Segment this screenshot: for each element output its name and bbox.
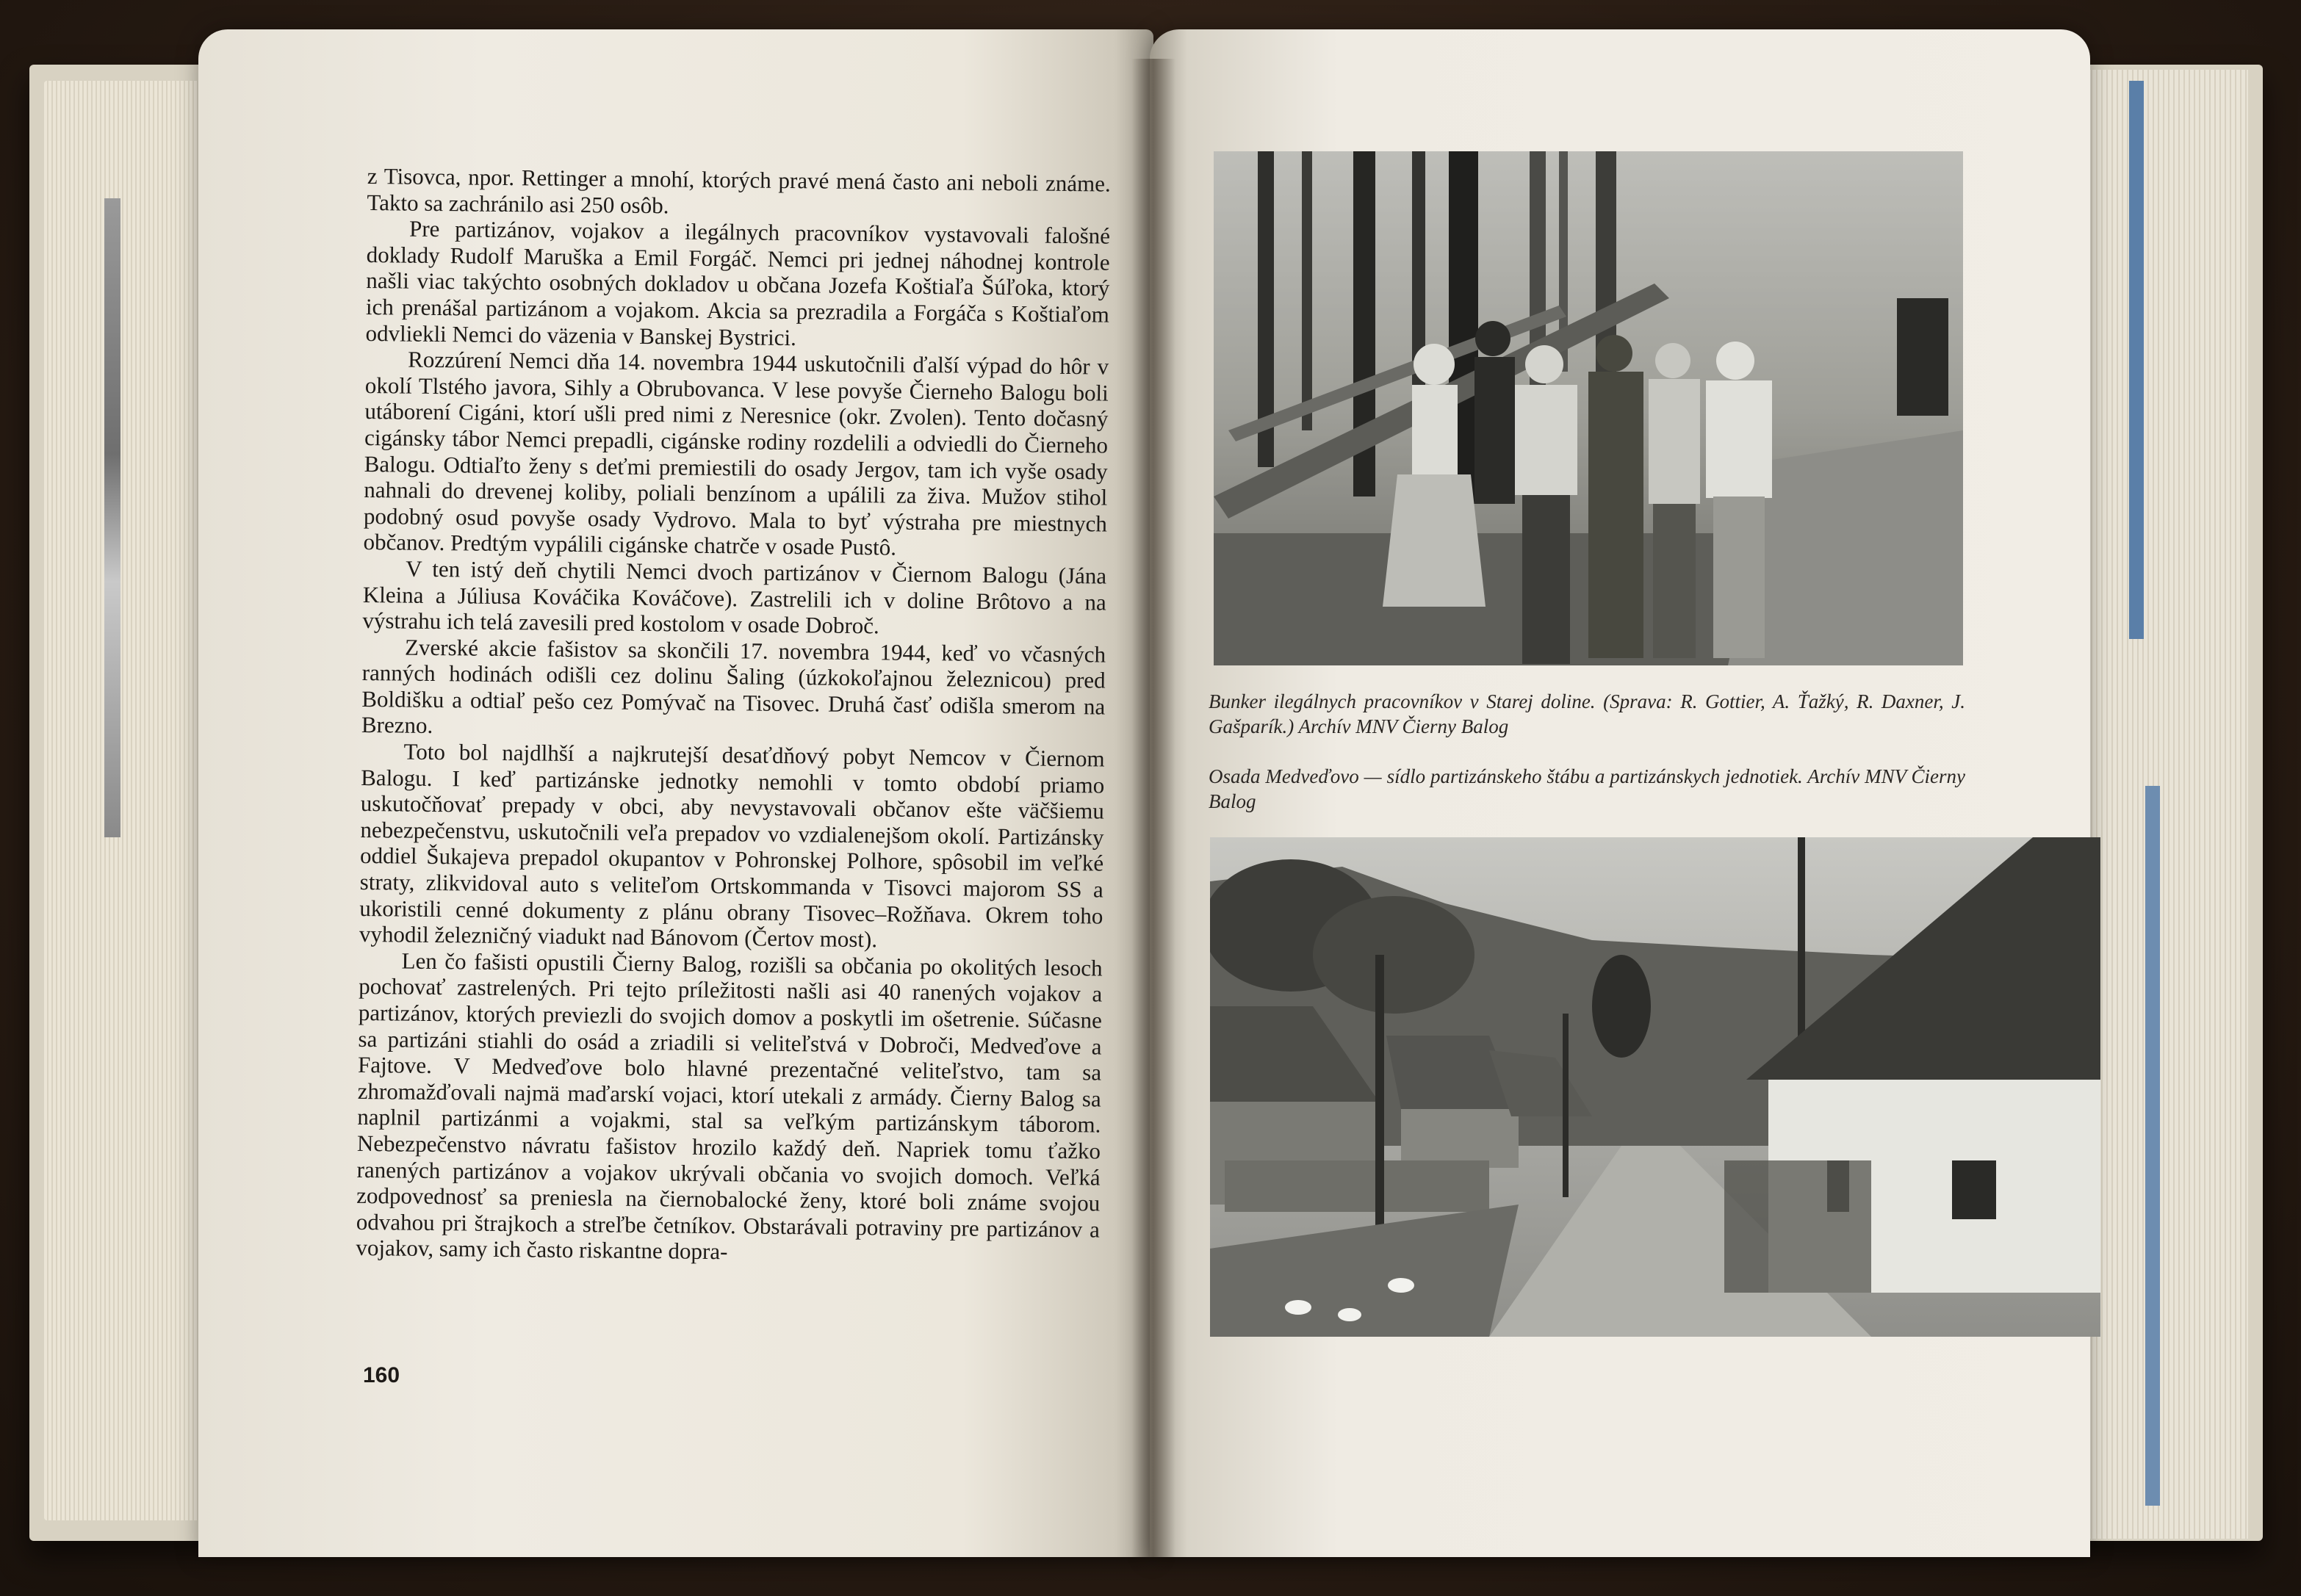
paragraph: Rozzúrení Nemci dňa 14. novembra 1944 uskutočnili ďalší výpad do hôr v okolí Tlstého javora, Sihly a Obrubovanca. V lese povyše Čierneho Balogu boli utáborení Cigáni, ktorí ušli pred nimi z Neresnice (okr. Zvolen). Tento dočasný cigánsky tábor Nemci prepadli, cigánske rodiny rozdelili a odviedli do Čierneho Balogu. Odtiaľto ženy s deťmi premiestili do osady Jergov, tam ich vyše osady nahnali do drevenej koliby, poliali benzínom a upálili za živa. Mužov stihol podobný osud povyše osady Vydrovo. Mala to byť výstraha pre miestnych občanov. Predtým vypálili cigánske chatrče v osade Pustô. (363, 346, 1109, 560)
village-street-photo (1210, 837, 2100, 1337)
page-number: 160 (363, 1363, 400, 1387)
paragraph: Zverské akcie fašistov sa skončili 17. novembra 1944, keď vo včasných ranných hodinách odišli cez dolinu Šaling (úzkokoľajnou železnicou) pred Boldišku a odtiaľ pešo cez Pomývač na Tisovec. Druhá časť odišla smerom na Brezno. (361, 634, 1106, 739)
photo-caption-bunker: Bunker ilegálnych pracovníkov v Starej doline. (Sprava: R. Gottier, A. Ťažký, R. Daxner, J. Gašparík.) Archív MNV Čierny Balog (1209, 690, 1965, 737)
paragraph: Len čo fašisti opustili Čierny Balog, rozišli sa občania po okolitých lesoch pochovať zastrelených. Pri tejto príležitosti našli asi 40 ranených vojakov a partizánov, ktorých previezli do svojich domov a poskytli im ošetrenie. Súčasne sa partizáni stiahli do osád a zriadili si veliteľstvá v Dobroči, Medveďove a Fajtove. V Medveďove bolo hlavné prezentačné veliteľstvo, tam sa zhromažďovali najmä maďarskí vojaci, ktorí utekali z armády. Čierny Balog sa naplnil partizánmi a vojakmi, stal sa veľkým partizánskym táborom. Nebezpečenstvo návratu fašistov hrozilo každý deň. Napriek tomu ťažko ranených partizánov a vojakov ukrývali občania vo svojich domoch. Veľká zodpovednosť sa preniesla na čiernobalocké ženy, ktoré boli známe svojou odvahou pri štrajkoch a streľbe četníkov. Obstarávali potraviny pre partizánov a vojakov, samy ich často riskantne dopra- (356, 947, 1103, 1265)
blue-plate-edge-lower (2145, 786, 2160, 1506)
blue-plate-edge (2129, 81, 2144, 639)
paragraph: Toto bol najdlhší a najkrutejší desaťdňový pobyt Nemcov v Čiernom Balogu. I keď partizánske jednotky nemohli v tomto období priamo uskutočňovať prepady v obci, aby nevystavovali občanov ešte väčšiemu nebezpečenstvu, uskutočnili veľa prepadov vo vzdialenejšom okolí. Partizánsky oddiel Šukajeva prepadol okupantov v Pohronskej Polhore, spôsobil im veľké straty, zlikvidoval auto s veliteľom Ortskommanda v Tisovci majorom SS a ukoristili cenné dokumenty z plánu obrany Tisovec–Rožňava. Okrem toho vyhodil železničný viadukt nad Bánovom (Čertov most). (359, 738, 1105, 953)
photo-caption-medvedovo: Osada Medveďovo — sídlo partizánskeho štábu a partizánskych jednotiek. Archív MNV Čierny Balog (1209, 765, 1965, 812)
book-gutter (1131, 59, 1175, 1557)
paragraph: Pre partizánov, vojakov a ilegálnych pracovníkov vystavovali falošné doklady Rudolf Maruška a Emil Forgáč. Nemci pri jednej náhodnej kontrole našli viac takýchto osobných dokladov u občana Jozefa Koštiaľa Šúľoka, ktorý ich prenášal partizánom a vojakom. Akcia sa prezradila a Forgáča s Koštiaľom odvliekli Nemci do väzenia v Banskej Bystrici. (365, 215, 1111, 350)
inserted-photo-edge (104, 198, 120, 837)
paragraph: z Tisovca, npor. Rettinger a mnohí, ktorých pravé mená často ani neboli známe. Takto sa zachránilo asi 250 osôb. (367, 163, 1111, 218)
paragraph: V ten istý deň chytili Nemci dvoch partizánov v Čiernom Balogu (Jána Kleina a Júliusa Kováčika Kováčove). Zastrelili ich v doline Brôtovo a na výstrahu ich telá zavesili pred kostolom v osade Dobroč. (362, 555, 1107, 639)
left-page-body-text (356, 163, 1111, 1268)
bunker-group-photo (1214, 151, 1963, 665)
